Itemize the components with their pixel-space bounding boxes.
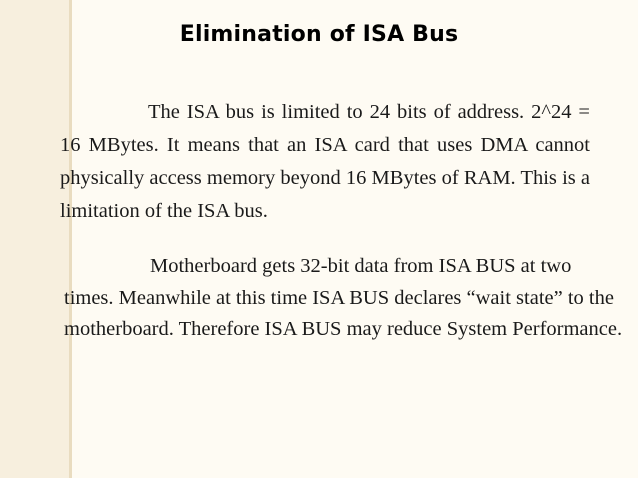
left-decorative-band	[0, 0, 69, 478]
slide-title: Elimination of ISA Bus	[179, 22, 459, 47]
paragraph-isa-address-limit: The ISA bus is limited to 24 bits of address. 2^24 = 16 MBytes. It means that an ISA card that uses DMA cannot physically access memory beyond 16 MBytes of RAM. This is a limitation of the ISA bus.	[60, 101, 590, 222]
paragraph-isa-wait-state: Motherboard gets 32-bit data from ISA BUS at two times. Meanwhile at this time ISA BUS declares “wait state” to the motherboard. Therefore ISA BUS may reduce System Performance.	[64, 255, 623, 340]
left-decorative-rule	[69, 0, 72, 478]
